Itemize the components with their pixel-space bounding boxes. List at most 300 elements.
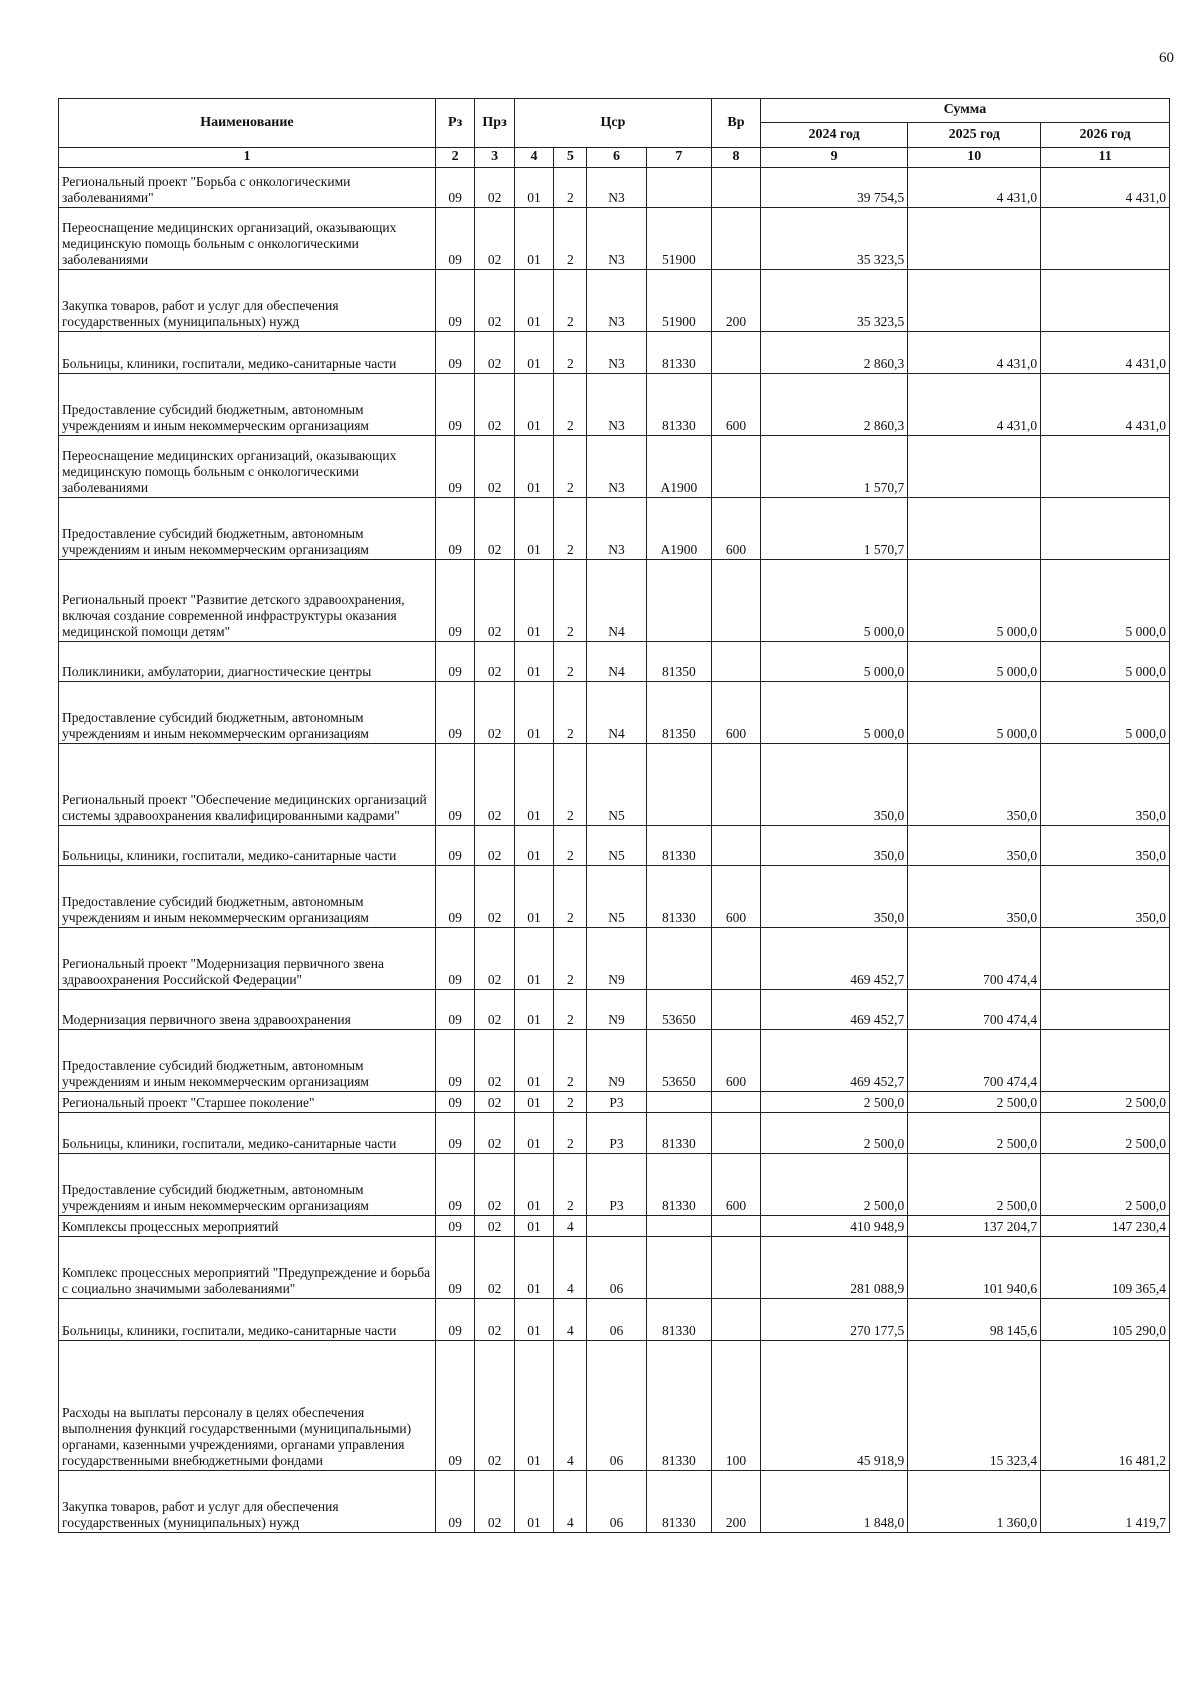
table-row bbox=[59, 497, 1170, 559]
table-row bbox=[59, 331, 1170, 373]
cell-s2025: 4 431,0 bbox=[908, 331, 1041, 373]
cell-prz: 02 bbox=[475, 1112, 514, 1153]
cell-c4: 01 bbox=[514, 1153, 553, 1215]
table-row bbox=[59, 559, 1170, 641]
cell-name: Предоставление субсидий бюджетным, автономным учреждениям и иным некоммерческим организациям bbox=[59, 373, 436, 435]
cell-c6: N5 bbox=[587, 865, 646, 927]
cell-c6: 06 bbox=[587, 1298, 646, 1340]
cell-s2025: 5 000,0 bbox=[908, 641, 1041, 681]
cell-s2026: 2 500,0 bbox=[1041, 1153, 1170, 1215]
cell-vr bbox=[712, 927, 761, 989]
cell-c5: 2 bbox=[554, 989, 587, 1029]
cell-prz: 02 bbox=[475, 825, 514, 865]
cell-c4: 01 bbox=[514, 743, 553, 825]
column-number: 10 bbox=[908, 148, 1041, 168]
cell-c4: 01 bbox=[514, 681, 553, 743]
header-prz: Прз bbox=[475, 99, 514, 148]
cell-c6: 06 bbox=[587, 1470, 646, 1532]
cell-c5: 4 bbox=[554, 1215, 587, 1236]
cell-rz: 09 bbox=[435, 825, 474, 865]
cell-s2026: 2 500,0 bbox=[1041, 1112, 1170, 1153]
cell-c7: 81330 bbox=[646, 1112, 711, 1153]
header-year-2025: 2025 год bbox=[908, 123, 1041, 148]
cell-c6: N3 bbox=[587, 331, 646, 373]
cell-s2025: 700 474,4 bbox=[908, 927, 1041, 989]
cell-rz: 09 bbox=[435, 1215, 474, 1236]
cell-s2026 bbox=[1041, 207, 1170, 269]
cell-name: Закупка товаров, работ и услуг для обеспечения государственных (муниципальных) нужд bbox=[59, 269, 436, 331]
cell-c4: 01 bbox=[514, 207, 553, 269]
cell-vr: 100 bbox=[712, 1340, 761, 1470]
cell-c5: 2 bbox=[554, 559, 587, 641]
cell-s2025: 137 204,7 bbox=[908, 1215, 1041, 1236]
cell-vr: 600 bbox=[712, 681, 761, 743]
cell-c4: 01 bbox=[514, 373, 553, 435]
cell-prz: 02 bbox=[475, 1029, 514, 1091]
table-row bbox=[59, 743, 1170, 825]
cell-c4: 01 bbox=[514, 1340, 553, 1470]
cell-c4: 01 bbox=[514, 641, 553, 681]
cell-prz: 02 bbox=[475, 1340, 514, 1470]
cell-c7: 81330 bbox=[646, 331, 711, 373]
cell-prz: 02 bbox=[475, 1470, 514, 1532]
cell-c7: 53650 bbox=[646, 989, 711, 1029]
cell-s2025: 700 474,4 bbox=[908, 1029, 1041, 1091]
cell-c7 bbox=[646, 559, 711, 641]
cell-c7: 81330 bbox=[646, 373, 711, 435]
cell-rz: 09 bbox=[435, 1091, 474, 1112]
cell-s2024: 5 000,0 bbox=[760, 641, 907, 681]
cell-vr bbox=[712, 1298, 761, 1340]
cell-rz: 09 bbox=[435, 1029, 474, 1091]
cell-c7 bbox=[646, 1091, 711, 1112]
cell-s2025: 5 000,0 bbox=[908, 559, 1041, 641]
cell-c4: 01 bbox=[514, 1215, 553, 1236]
cell-s2024: 2 500,0 bbox=[760, 1153, 907, 1215]
cell-s2026: 105 290,0 bbox=[1041, 1298, 1170, 1340]
cell-prz: 02 bbox=[475, 269, 514, 331]
cell-c6: N3 bbox=[587, 207, 646, 269]
cell-rz: 09 bbox=[435, 1340, 474, 1470]
cell-c6: P3 bbox=[587, 1153, 646, 1215]
cell-c4: 01 bbox=[514, 989, 553, 1029]
column-number: 9 bbox=[760, 148, 907, 168]
cell-c6: N3 bbox=[587, 435, 646, 497]
cell-vr bbox=[712, 559, 761, 641]
cell-prz: 02 bbox=[475, 927, 514, 989]
cell-prz: 02 bbox=[475, 1236, 514, 1298]
cell-s2024: 1 848,0 bbox=[760, 1470, 907, 1532]
table-row bbox=[59, 373, 1170, 435]
cell-c6: N4 bbox=[587, 559, 646, 641]
cell-c7: 81330 bbox=[646, 1340, 711, 1470]
cell-rz: 09 bbox=[435, 1112, 474, 1153]
cell-s2024: 2 860,3 bbox=[760, 331, 907, 373]
cell-vr bbox=[712, 167, 761, 207]
cell-name: Больницы, клиники, госпитали, медико-санитарные части bbox=[59, 1112, 436, 1153]
cell-rz: 09 bbox=[435, 641, 474, 681]
column-number: 4 bbox=[514, 148, 553, 168]
table-row bbox=[59, 207, 1170, 269]
cell-s2026 bbox=[1041, 497, 1170, 559]
cell-rz: 09 bbox=[435, 559, 474, 641]
cell-s2026: 5 000,0 bbox=[1041, 681, 1170, 743]
cell-vr bbox=[712, 1112, 761, 1153]
column-number: 6 bbox=[587, 148, 646, 168]
cell-s2024: 2 860,3 bbox=[760, 373, 907, 435]
column-number: 11 bbox=[1041, 148, 1170, 168]
cell-prz: 02 bbox=[475, 1215, 514, 1236]
table-row bbox=[59, 269, 1170, 331]
table-row bbox=[59, 1091, 1170, 1112]
cell-s2025 bbox=[908, 435, 1041, 497]
cell-name: Переоснащение медицинских организаций, оказывающих медицинскую помощь больным с онкологическими заболеваниями bbox=[59, 207, 436, 269]
cell-prz: 02 bbox=[475, 1091, 514, 1112]
cell-c7: 81330 bbox=[646, 1298, 711, 1340]
cell-s2024: 281 088,9 bbox=[760, 1236, 907, 1298]
cell-c4: 01 bbox=[514, 435, 553, 497]
cell-s2025: 2 500,0 bbox=[908, 1153, 1041, 1215]
cell-s2025: 700 474,4 bbox=[908, 989, 1041, 1029]
cell-c6: N5 bbox=[587, 825, 646, 865]
cell-prz: 02 bbox=[475, 1298, 514, 1340]
column-number: 5 bbox=[554, 148, 587, 168]
cell-c5: 2 bbox=[554, 825, 587, 865]
cell-name: Региональный проект "Модернизация первичного звена здравоохранения Российской Федерации" bbox=[59, 927, 436, 989]
cell-c7: 53650 bbox=[646, 1029, 711, 1091]
cell-s2026: 350,0 bbox=[1041, 865, 1170, 927]
cell-c6: N9 bbox=[587, 1029, 646, 1091]
cell-s2025: 2 500,0 bbox=[908, 1112, 1041, 1153]
cell-prz: 02 bbox=[475, 331, 514, 373]
cell-c7: 81350 bbox=[646, 681, 711, 743]
cell-c5: 4 bbox=[554, 1470, 587, 1532]
cell-rz: 09 bbox=[435, 497, 474, 559]
cell-s2025: 4 431,0 bbox=[908, 373, 1041, 435]
cell-rz: 09 bbox=[435, 167, 474, 207]
header-sum: Сумма bbox=[760, 99, 1169, 123]
cell-c5: 2 bbox=[554, 927, 587, 989]
cell-c7: 51900 bbox=[646, 207, 711, 269]
cell-name: Больницы, клиники, госпитали, медико-санитарные части bbox=[59, 331, 436, 373]
cell-c6: N9 bbox=[587, 927, 646, 989]
cell-c4: 01 bbox=[514, 1029, 553, 1091]
cell-rz: 09 bbox=[435, 989, 474, 1029]
cell-s2026: 4 431,0 bbox=[1041, 331, 1170, 373]
cell-name: Предоставление субсидий бюджетным, автономным учреждениям и иным некоммерческим организациям bbox=[59, 681, 436, 743]
cell-vr bbox=[712, 435, 761, 497]
cell-s2024: 469 452,7 bbox=[760, 989, 907, 1029]
table-row bbox=[59, 641, 1170, 681]
cell-name: Предоставление субсидий бюджетным, автономным учреждениям и иным некоммерческим организациям bbox=[59, 497, 436, 559]
cell-c6: N9 bbox=[587, 989, 646, 1029]
cell-c6: P3 bbox=[587, 1091, 646, 1112]
table-row bbox=[59, 1215, 1170, 1236]
cell-vr: 600 bbox=[712, 1029, 761, 1091]
cell-c5: 4 bbox=[554, 1236, 587, 1298]
cell-c5: 2 bbox=[554, 497, 587, 559]
cell-c5: 2 bbox=[554, 1029, 587, 1091]
cell-s2026: 4 431,0 bbox=[1041, 373, 1170, 435]
cell-c6: N3 bbox=[587, 269, 646, 331]
cell-s2025: 101 940,6 bbox=[908, 1236, 1041, 1298]
cell-rz: 09 bbox=[435, 1470, 474, 1532]
cell-s2026: 2 500,0 bbox=[1041, 1091, 1170, 1112]
cell-c7: 81350 bbox=[646, 641, 711, 681]
cell-c7: 81330 bbox=[646, 1470, 711, 1532]
cell-s2026: 5 000,0 bbox=[1041, 559, 1170, 641]
cell-name: Региональный проект "Старшее поколение" bbox=[59, 1091, 436, 1112]
cell-s2026 bbox=[1041, 269, 1170, 331]
cell-c4: 01 bbox=[514, 331, 553, 373]
cell-vr bbox=[712, 1215, 761, 1236]
cell-vr bbox=[712, 825, 761, 865]
cell-c5: 2 bbox=[554, 1153, 587, 1215]
cell-name: Модернизация первичного звена здравоохранения bbox=[59, 989, 436, 1029]
cell-c5: 2 bbox=[554, 331, 587, 373]
header-tser: Цср bbox=[514, 99, 711, 148]
cell-name: Закупка товаров, работ и услуг для обеспечения государственных (муниципальных) нужд bbox=[59, 1470, 436, 1532]
column-number: 7 bbox=[646, 148, 711, 168]
budget-table bbox=[58, 98, 1170, 1533]
cell-name: Региональный проект "Борьба с онкологическими заболеваниями" bbox=[59, 167, 436, 207]
cell-c5: 2 bbox=[554, 207, 587, 269]
cell-c5: 2 bbox=[554, 1112, 587, 1153]
cell-s2025 bbox=[908, 497, 1041, 559]
cell-c4: 01 bbox=[514, 1112, 553, 1153]
cell-name: Комплекс процессных мероприятий "Предупреждение и борьба с социально значимыми заболеваниями" bbox=[59, 1236, 436, 1298]
cell-c4: 01 bbox=[514, 927, 553, 989]
cell-s2024: 270 177,5 bbox=[760, 1298, 907, 1340]
cell-s2024: 469 452,7 bbox=[760, 1029, 907, 1091]
cell-s2026: 147 230,4 bbox=[1041, 1215, 1170, 1236]
cell-prz: 02 bbox=[475, 435, 514, 497]
cell-c7: A1900 bbox=[646, 435, 711, 497]
table-row bbox=[59, 1470, 1170, 1532]
cell-prz: 02 bbox=[475, 167, 514, 207]
cell-s2026: 350,0 bbox=[1041, 825, 1170, 865]
cell-prz: 02 bbox=[475, 1153, 514, 1215]
cell-name: Расходы на выплаты персоналу в целях обеспечения выполнения функций государственными (муниципальными) органами, казенными учреждениями, органами управления государственными внебюджетными фондами bbox=[59, 1340, 436, 1470]
cell-s2026 bbox=[1041, 989, 1170, 1029]
cell-s2026: 4 431,0 bbox=[1041, 167, 1170, 207]
cell-c5: 2 bbox=[554, 373, 587, 435]
cell-s2024: 45 918,9 bbox=[760, 1340, 907, 1470]
cell-c5: 4 bbox=[554, 1298, 587, 1340]
cell-c7 bbox=[646, 927, 711, 989]
table-row bbox=[59, 435, 1170, 497]
cell-vr: 600 bbox=[712, 1153, 761, 1215]
cell-rz: 09 bbox=[435, 865, 474, 927]
cell-s2024: 5 000,0 bbox=[760, 559, 907, 641]
cell-c6: N4 bbox=[587, 641, 646, 681]
table-row bbox=[59, 927, 1170, 989]
table-row bbox=[59, 825, 1170, 865]
table-row bbox=[59, 1029, 1170, 1091]
cell-c6: N3 bbox=[587, 497, 646, 559]
header-year-2024: 2024 год bbox=[760, 123, 907, 148]
cell-s2024: 350,0 bbox=[760, 865, 907, 927]
cell-s2026: 5 000,0 bbox=[1041, 641, 1170, 681]
cell-c5: 2 bbox=[554, 641, 587, 681]
cell-prz: 02 bbox=[475, 743, 514, 825]
cell-s2024: 350,0 bbox=[760, 825, 907, 865]
cell-c4: 01 bbox=[514, 559, 553, 641]
cell-s2024: 410 948,9 bbox=[760, 1215, 907, 1236]
cell-vr bbox=[712, 1091, 761, 1112]
table-row bbox=[59, 1340, 1170, 1470]
cell-c5: 2 bbox=[554, 269, 587, 331]
cell-c4: 01 bbox=[514, 1298, 553, 1340]
cell-name: Предоставление субсидий бюджетным, автономным учреждениям и иным некоммерческим организациям bbox=[59, 1153, 436, 1215]
table-row bbox=[59, 1236, 1170, 1298]
cell-c4: 01 bbox=[514, 497, 553, 559]
header-rz: Рз bbox=[435, 99, 474, 148]
cell-prz: 02 bbox=[475, 989, 514, 1029]
cell-s2025: 350,0 bbox=[908, 865, 1041, 927]
cell-s2025: 5 000,0 bbox=[908, 681, 1041, 743]
cell-c5: 4 bbox=[554, 1340, 587, 1470]
cell-prz: 02 bbox=[475, 641, 514, 681]
header-name: Наименование bbox=[59, 99, 436, 148]
cell-name: Региональный проект "Развитие детского здравоохранения, включая создание современной инфраструктуры оказания медицинской помощи детям" bbox=[59, 559, 436, 641]
cell-vr bbox=[712, 989, 761, 1029]
cell-s2025: 4 431,0 bbox=[908, 167, 1041, 207]
header-vr: Вр bbox=[712, 99, 761, 148]
cell-name: Предоставление субсидий бюджетным, автономным учреждениям и иным некоммерческим организациям bbox=[59, 1029, 436, 1091]
cell-s2024: 35 323,5 bbox=[760, 269, 907, 331]
cell-s2024: 35 323,5 bbox=[760, 207, 907, 269]
cell-s2025: 98 145,6 bbox=[908, 1298, 1041, 1340]
cell-s2024: 469 452,7 bbox=[760, 927, 907, 989]
cell-c7 bbox=[646, 743, 711, 825]
cell-vr bbox=[712, 1236, 761, 1298]
cell-s2025 bbox=[908, 269, 1041, 331]
cell-rz: 09 bbox=[435, 331, 474, 373]
cell-s2026: 109 365,4 bbox=[1041, 1236, 1170, 1298]
cell-name: Переоснащение медицинских организаций, оказывающих медицинскую помощь больным с онкологическими заболеваниями bbox=[59, 435, 436, 497]
cell-c4: 01 bbox=[514, 269, 553, 331]
table-row bbox=[59, 167, 1170, 207]
cell-c7: 81330 bbox=[646, 1153, 711, 1215]
cell-c5: 2 bbox=[554, 435, 587, 497]
cell-s2024: 1 570,7 bbox=[760, 435, 907, 497]
cell-prz: 02 bbox=[475, 681, 514, 743]
cell-s2024: 1 570,7 bbox=[760, 497, 907, 559]
table-row bbox=[59, 1298, 1170, 1340]
cell-vr: 200 bbox=[712, 1470, 761, 1532]
cell-vr: 600 bbox=[712, 865, 761, 927]
cell-prz: 02 bbox=[475, 373, 514, 435]
cell-name: Поликлиники, амбулатории, диагностические центры bbox=[59, 641, 436, 681]
cell-c6 bbox=[587, 1215, 646, 1236]
cell-c5: 2 bbox=[554, 865, 587, 927]
cell-c7 bbox=[646, 1236, 711, 1298]
column-number: 8 bbox=[712, 148, 761, 168]
cell-c4: 01 bbox=[514, 825, 553, 865]
cell-name: Региональный проект "Обеспечение медицинских организаций системы здравоохранения квалифицированными кадрами" bbox=[59, 743, 436, 825]
cell-c6: 06 bbox=[587, 1340, 646, 1470]
cell-c7: 81330 bbox=[646, 825, 711, 865]
cell-name: Больницы, клиники, госпитали, медико-санитарные части bbox=[59, 1298, 436, 1340]
cell-c6: 06 bbox=[587, 1236, 646, 1298]
cell-c5: 2 bbox=[554, 1091, 587, 1112]
cell-c5: 2 bbox=[554, 681, 587, 743]
cell-c5: 2 bbox=[554, 743, 587, 825]
cell-c4: 01 bbox=[514, 1236, 553, 1298]
cell-vr bbox=[712, 331, 761, 373]
cell-name: Комплексы процессных мероприятий bbox=[59, 1215, 436, 1236]
cell-prz: 02 bbox=[475, 559, 514, 641]
cell-s2025: 15 323,4 bbox=[908, 1340, 1041, 1470]
cell-vr: 200 bbox=[712, 269, 761, 331]
cell-s2025: 1 360,0 bbox=[908, 1470, 1041, 1532]
cell-rz: 09 bbox=[435, 927, 474, 989]
cell-rz: 09 bbox=[435, 1153, 474, 1215]
cell-rz: 09 bbox=[435, 743, 474, 825]
cell-prz: 02 bbox=[475, 207, 514, 269]
cell-s2024: 350,0 bbox=[760, 743, 907, 825]
table-row bbox=[59, 1153, 1170, 1215]
cell-c6: N4 bbox=[587, 681, 646, 743]
cell-c7: 51900 bbox=[646, 269, 711, 331]
cell-rz: 09 bbox=[435, 1298, 474, 1340]
cell-s2025: 2 500,0 bbox=[908, 1091, 1041, 1112]
cell-c7: A1900 bbox=[646, 497, 711, 559]
cell-s2026: 1 419,7 bbox=[1041, 1470, 1170, 1532]
cell-c4: 01 bbox=[514, 1470, 553, 1532]
cell-vr bbox=[712, 207, 761, 269]
cell-c4: 01 bbox=[514, 1091, 553, 1112]
cell-prz: 02 bbox=[475, 497, 514, 559]
cell-s2026: 350,0 bbox=[1041, 743, 1170, 825]
cell-s2025: 350,0 bbox=[908, 825, 1041, 865]
column-number: 2 bbox=[435, 148, 474, 168]
cell-c4: 01 bbox=[514, 167, 553, 207]
table-row bbox=[59, 681, 1170, 743]
cell-rz: 09 bbox=[435, 269, 474, 331]
cell-vr: 600 bbox=[712, 373, 761, 435]
page-number: 60 bbox=[1159, 50, 1174, 66]
cell-rz: 09 bbox=[435, 373, 474, 435]
cell-c6: N3 bbox=[587, 167, 646, 207]
cell-c5: 2 bbox=[554, 167, 587, 207]
cell-vr: 600 bbox=[712, 497, 761, 559]
cell-c6: N5 bbox=[587, 743, 646, 825]
cell-rz: 09 bbox=[435, 207, 474, 269]
cell-s2024: 2 500,0 bbox=[760, 1091, 907, 1112]
column-number: 1 bbox=[59, 148, 436, 168]
cell-c7: 81330 bbox=[646, 865, 711, 927]
cell-s2024: 5 000,0 bbox=[760, 681, 907, 743]
cell-s2026 bbox=[1041, 1029, 1170, 1091]
cell-c6: P3 bbox=[587, 1112, 646, 1153]
cell-s2026: 16 481,2 bbox=[1041, 1340, 1170, 1470]
cell-rz: 09 bbox=[435, 435, 474, 497]
table-row bbox=[59, 865, 1170, 927]
cell-name: Предоставление субсидий бюджетным, автономным учреждениям и иным некоммерческим организациям bbox=[59, 865, 436, 927]
cell-vr bbox=[712, 743, 761, 825]
cell-prz: 02 bbox=[475, 865, 514, 927]
cell-c7 bbox=[646, 167, 711, 207]
cell-s2026 bbox=[1041, 435, 1170, 497]
header-year-2026: 2026 год bbox=[1041, 123, 1170, 148]
cell-s2024: 2 500,0 bbox=[760, 1112, 907, 1153]
cell-name: Больницы, клиники, госпитали, медико-санитарные части bbox=[59, 825, 436, 865]
table-row bbox=[59, 989, 1170, 1029]
cell-s2025: 350,0 bbox=[908, 743, 1041, 825]
cell-vr bbox=[712, 641, 761, 681]
